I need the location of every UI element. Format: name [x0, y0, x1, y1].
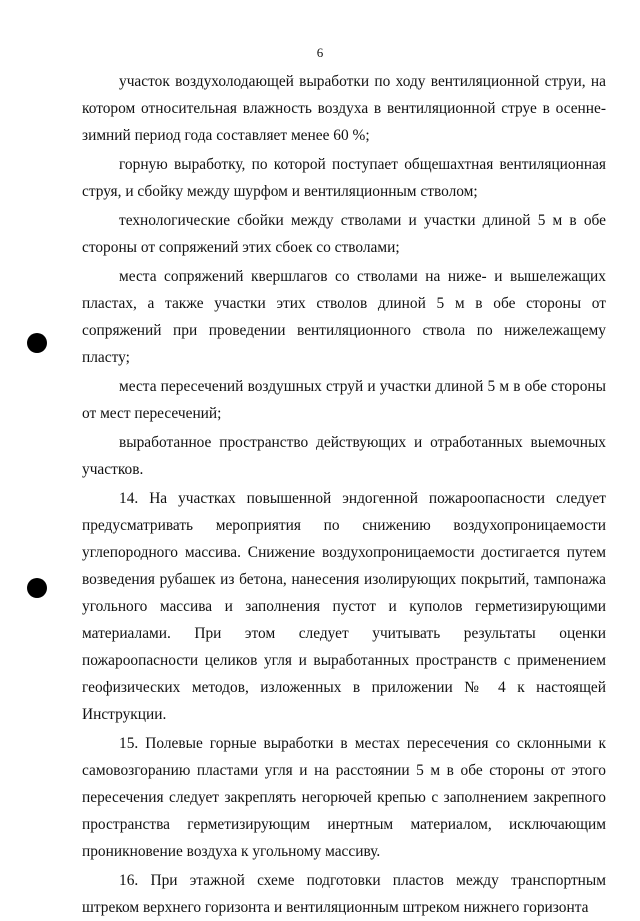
- document-body: [82, 68, 606, 921]
- paragraph-item-14: 14. На участках повышенной эндогенной пожароопасности следует предусматривать мероприятия по снижению воздухопроницаемости углепородного массива. Снижение воздухопроницаемости достигается путем возведения рубашек из бетона, нанесения изолирующих покрытий, тампонажа угольного массива и заполнения пустот и куполов герметизирующими материалами. При этом следует учитывать результаты оценки пожароопасности целиков угля и выработанных пространств с применением геофизических методов, изложенных в приложении № 4 к настоящей Инструкции.: [82, 490, 606, 723]
- paragraph-item-15: 15. Полевые горные выработки в местах пересечения со склонными к самовозгоранию пластами угля и на расстоянии 5 м в обе стороны от этого пересечения следует закреплять негорючей крепью с заполнением закрепного пространства герметизирующим инертным материалом, исключающим проникновение воздуха к угольному массиву.: [82, 735, 606, 860]
- paragraph-main-airflow: горную выработку, по которой поступает общешахтная вентиляционная струя, и сбойку между шурфом и вентиляционным стволом;: [82, 156, 606, 200]
- paragraph-goaf-space: выработанное пространство действующих и отработанных выемочных участков.: [82, 434, 606, 478]
- punch-hole-mark: [27, 578, 47, 598]
- paragraph-humidity-section: участок воздухолодающей выработки по ходу вентиляционной струи, на котором относительная влажность воздуха в вентиляционной струе в осенне-зимний период года составляет менее 60 %;: [82, 73, 606, 144]
- paragraph-air-crossings: места пересечений воздушных струй и участки длиной 5 м в обе стороны от мест пересечений;: [82, 378, 606, 422]
- paragraph-item-16: 16. При этажной схеме подготовки пластов между транспортным штреком верхнего горизонта и вентиляционным штреком нижнего горизонта: [82, 872, 606, 916]
- paragraph-crosscut-junctions: места сопряжений квершлагов со стволами на ниже- и вышележащих пластах, а также участки этих стволов длиной 5 м в обе стороны от сопряжений при проведении вентиляционного ствола по нижележащему пласту;: [82, 268, 606, 366]
- page-number: 6: [316, 45, 324, 60]
- punch-hole-mark: [27, 333, 47, 353]
- paragraph-tech-connections: технологические сбойки между стволами и участки длиной 5 м в обе стороны от сопряжений этих сбоек со стволами;: [82, 212, 606, 256]
